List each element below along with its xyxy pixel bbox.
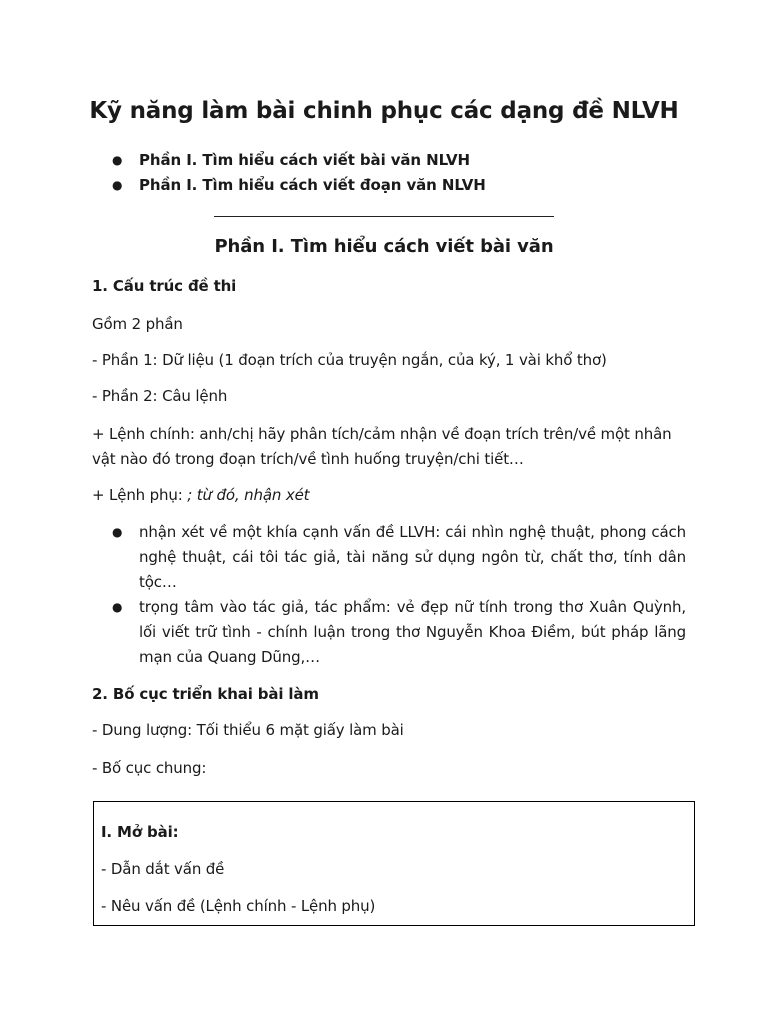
section-title: Phần I. Tìm hiểu cách viết bài văn [214,236,554,257]
box-line: - Dẫn dắt vấn đề [101,860,225,878]
table-of-contents [112,148,486,198]
outline-box [93,801,695,926]
sub-command-list [112,520,686,670]
paragraph-intro: Gồm 2 phần [92,315,183,333]
heading-exam-structure: 1. Cấu trúc đề thi [92,277,237,295]
list-item: ● trọng tâm vào tác giả, tác phẩm: vẻ đẹp nữ tính trong thơ Xuân Quỳnh, lối viết trữ tình - chính luận trong thơ Nguyễn Khoa Điềm, bút pháp lãng mạn của Quang Dũng,… [112,595,686,670]
paragraph-part2: - Phần 2: Câu lệnh [92,387,228,405]
paragraph-main-command: + Lệnh chính: anh/chị hãy phân tích/cảm nhận về đoạn trích trên/về một nhân vật nào đó trong đoạn trích/về tình huống truyện/chi tiết… [92,425,672,468]
box-line: - Nêu vấn đề (Lệnh chính - Lệnh phụ) [101,897,376,915]
paragraph-general-layout: - Bố cục chung: [92,759,207,777]
document-title: Kỹ năng làm bài chinh phục các dạng đề NLVH [89,98,679,124]
list-item: ● nhận xét về một khía cạnh vấn đề LLVH: cái nhìn nghệ thuật, phong cách nghệ thuật, cái tôi tác giả, tài năng sử dụng ngôn từ, chất thơ, tính dân tộc… [112,520,686,595]
toc-item: ● Phần I. Tìm hiểu cách viết đoạn văn NLVH [112,173,486,198]
box-heading: I. Mở bài: [101,823,179,841]
horizontal-rule [214,216,554,217]
sub-command-label: + Lệnh phụ: [92,486,188,504]
toc-item: ● Phần I. Tìm hiểu cách viết bài văn NLVH [112,148,486,173]
paragraph-sub-command [92,483,692,508]
heading-layout: 2. Bố cục triển khai bài làm [92,685,319,703]
paragraph-part1: - Phần 1: Dữ liệu (1 đoạn trích của truyện ngắn, của ký, 1 vài khổ thơ) [92,351,607,369]
sub-command-italic: ; từ đó, nhận xét [187,486,310,504]
paragraph-volume: - Dung lượng: Tối thiểu 6 mặt giấy làm bài [92,721,404,739]
